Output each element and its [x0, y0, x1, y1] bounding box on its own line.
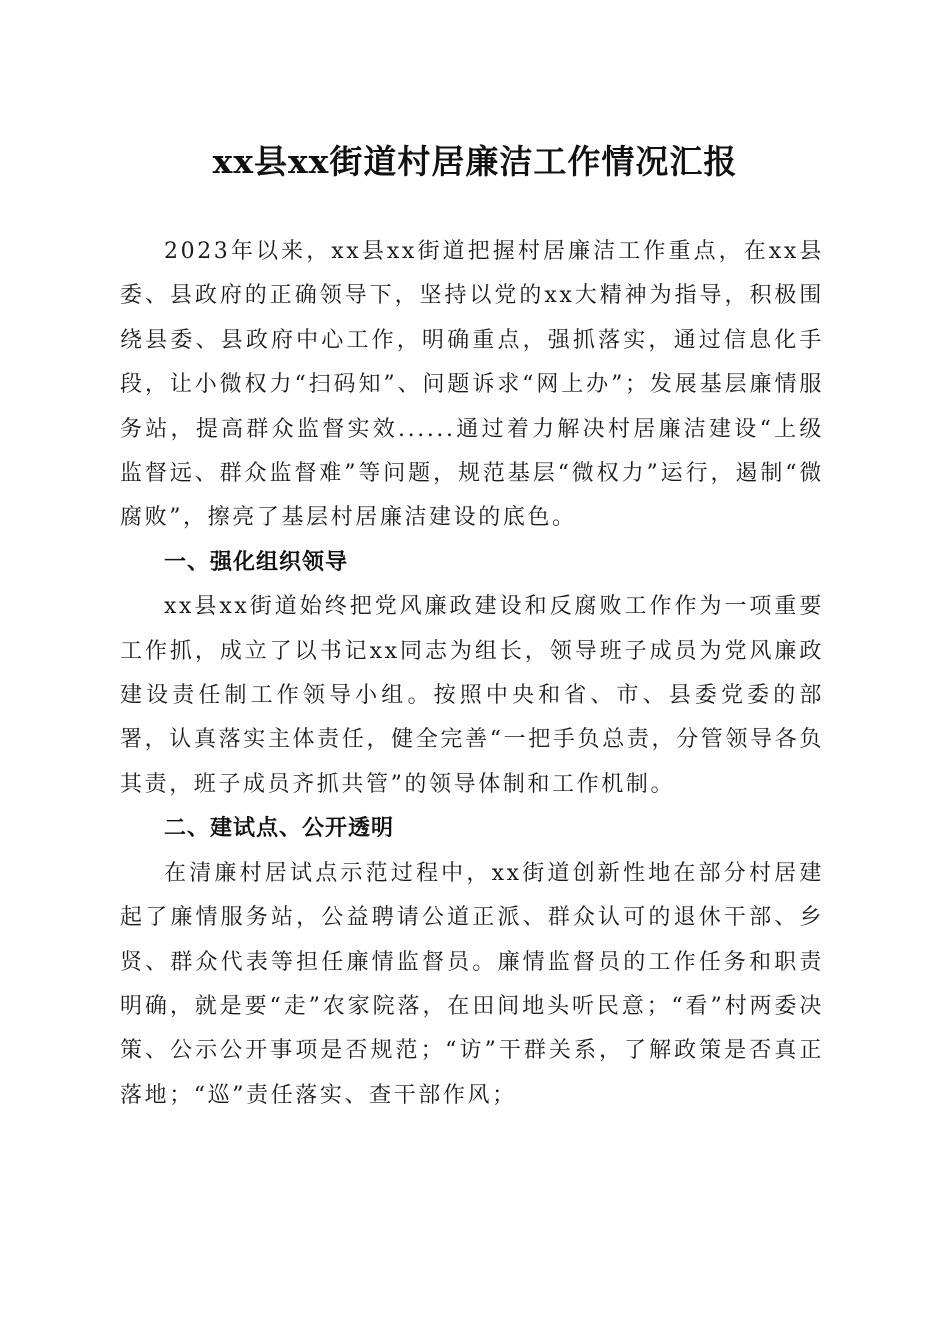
section-paragraph-1: xx县xx街道始终把党风廉政建设和反腐败工作作为一项重要工作抓，成立了以书记xx同志为组长，领导班子成员为党风廉政建设责任制工作领导小组。按照中央和省、市、县委党委的部署，认真落实主体责任，健全完善“一把手负总责，分管领导各负其责，班子成员齐抓共管”的领导体制和工作机制。: [120, 594, 824, 797]
document-body: [120, 230, 824, 1118]
document-title: xx县xx街道村居廉洁工作情况汇报: [212, 142, 738, 181]
section-heading-2: 二、建试点、公开透明: [164, 816, 395, 842]
section-paragraph-2: 在清廉村居试点示范过程中，xx街道创新性地在部分村居建起了廉情服务站，公益聘请公道正派、群众认可的退休干部、乡贤、群众代表等担任廉情监督员。廉情监督员的工作任务和职责明确，就是要“走”农家院落，在田间地头听民意；“看”村两委决策、公示公开事项是否规范；“访”干群关系，了解政策是否真正落地；“巡”责任落实、查干部作风；: [120, 860, 824, 1108]
section-heading-1: 一、强化组织领导: [164, 549, 349, 575]
intro-paragraph: 2023年以来，xx县xx街道把握村居廉洁工作重点，在xx县委、县政府的正确领导下，坚持以党的xx大精神为指导，积极围绕县委、县政府中心工作，明确重点，强抓落实，通过信息化手段，让小微权力“扫码知”、问题诉求“网上办”；发展基层廉情服务站，提高群众监督实效......通过着力解决村居廉洁建设“上级监督远、群众监督难”等问题，规范基层“微权力”运行，遏制“微腐败”，擦亮了基层村居廉洁建设的底色。: [120, 239, 824, 531]
